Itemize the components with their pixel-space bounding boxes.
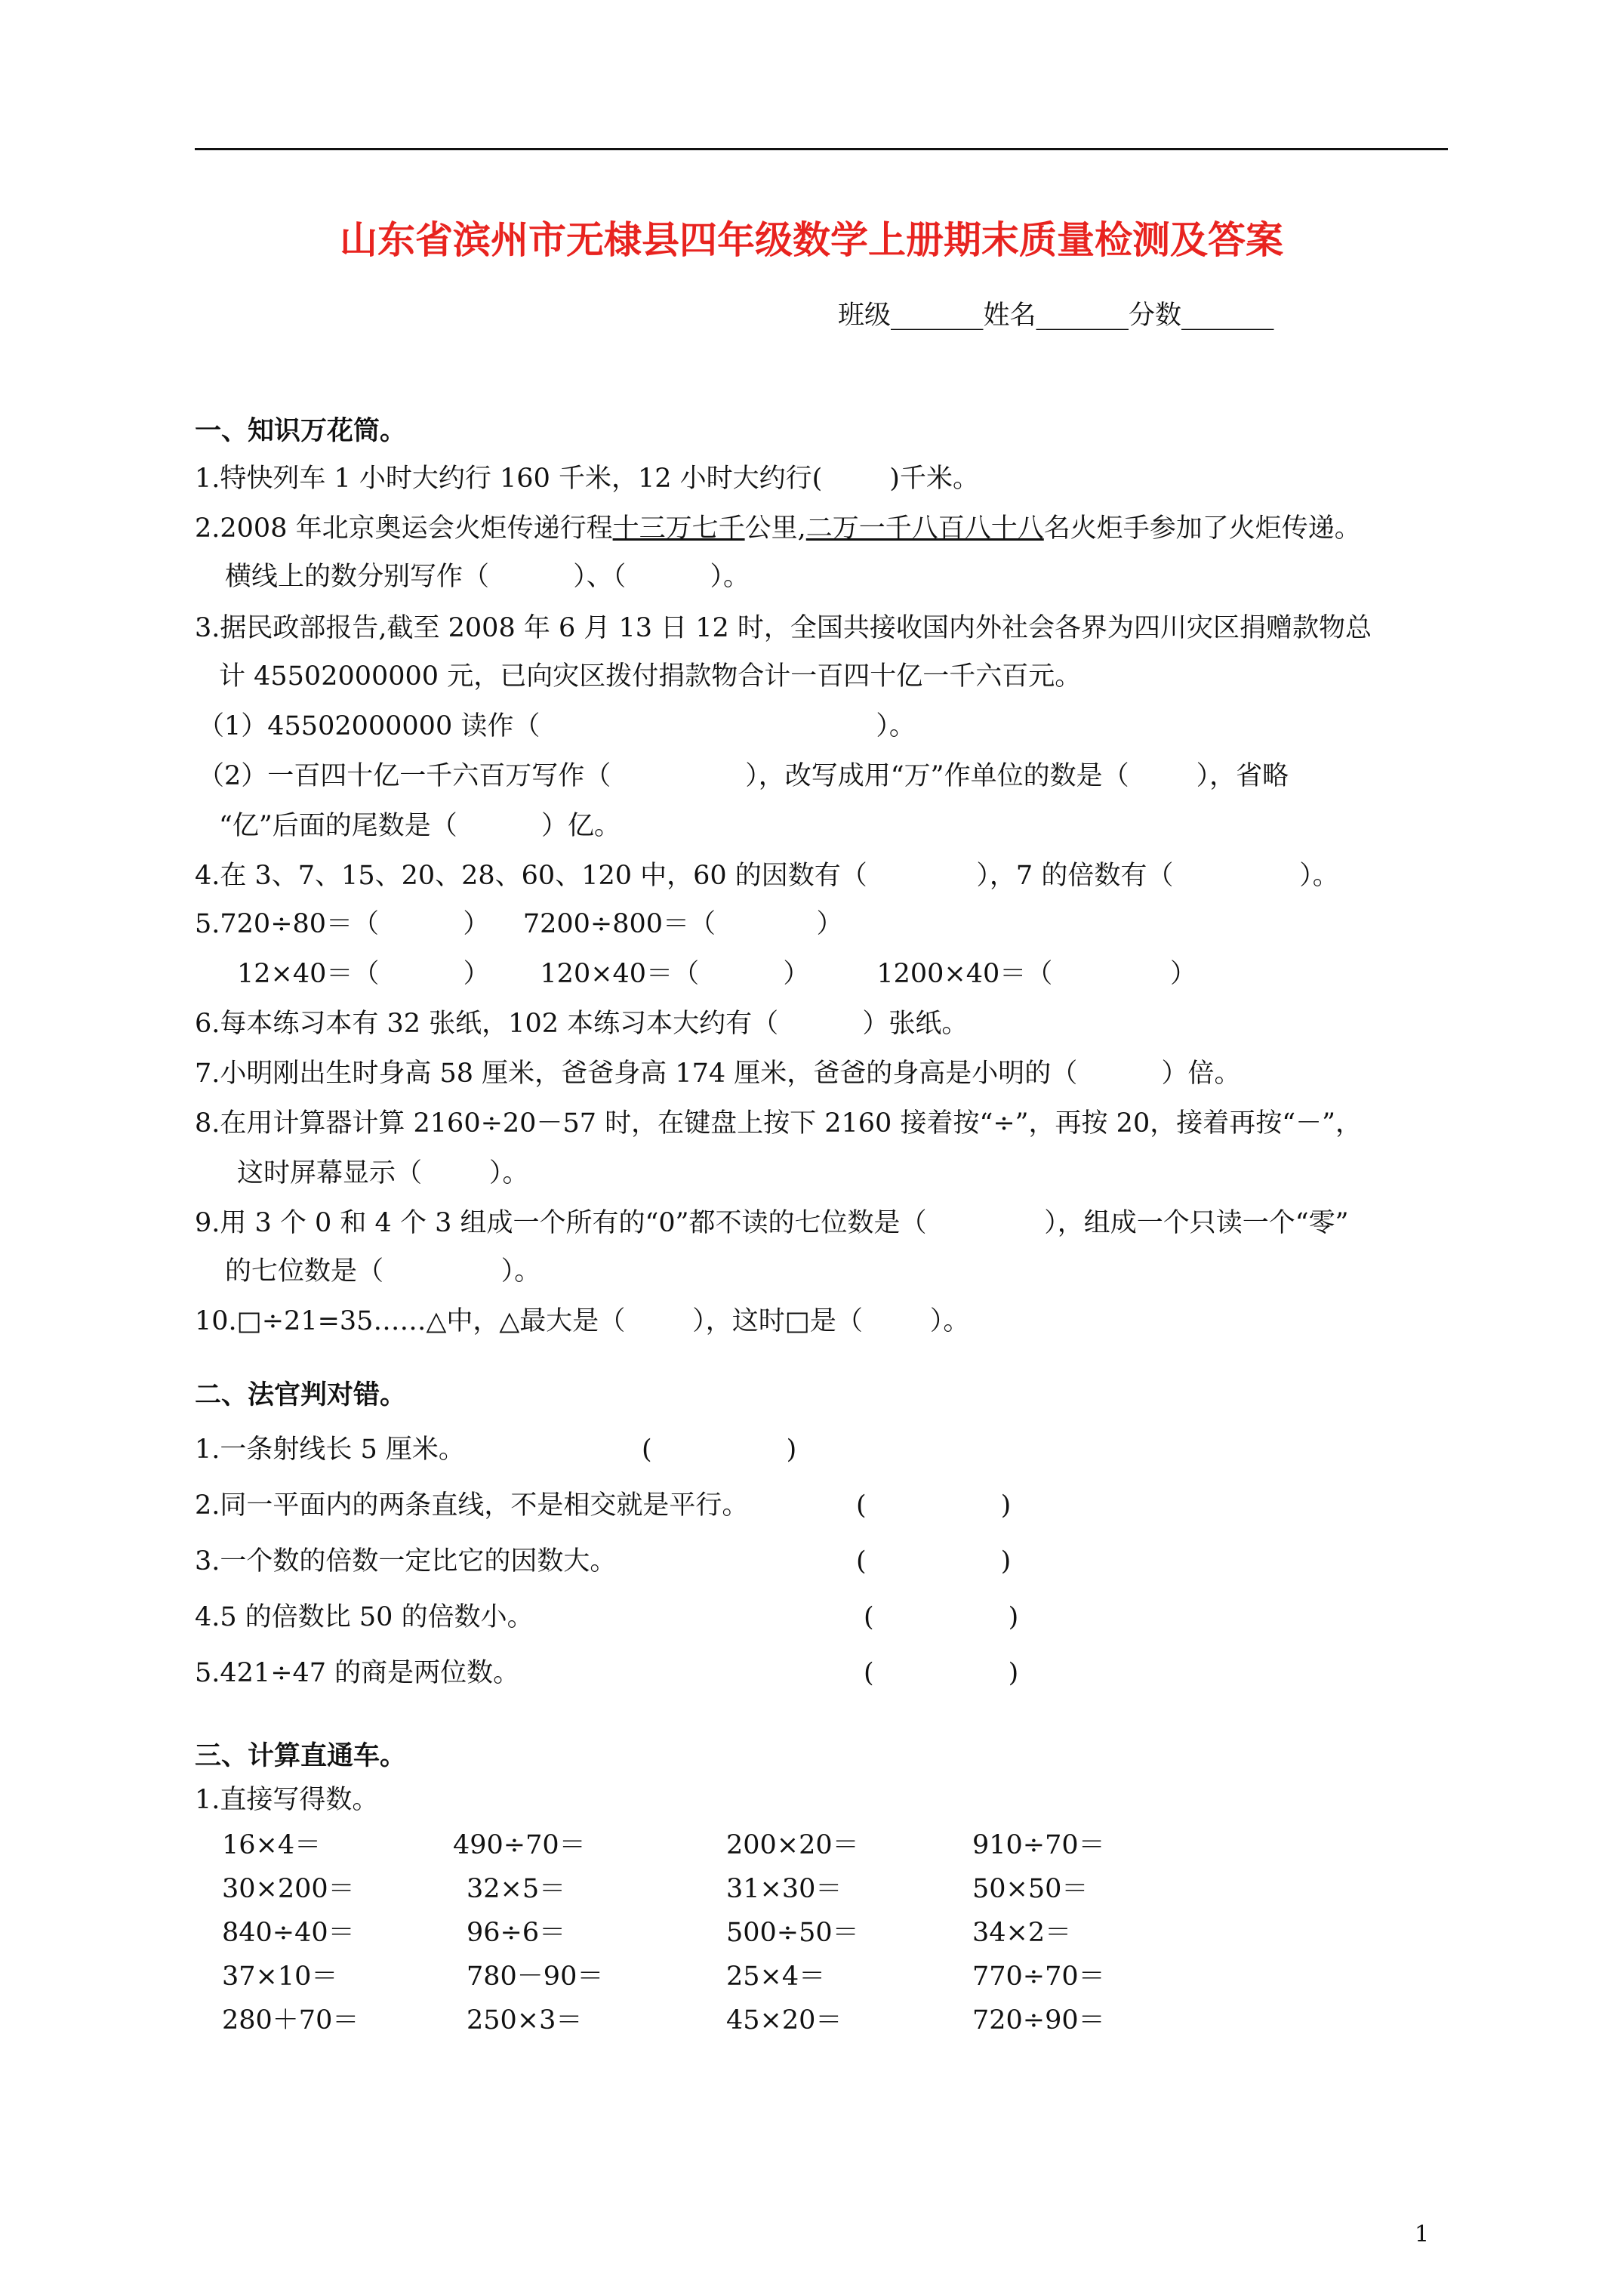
calc-cell: 31×30＝ xyxy=(726,1874,842,1904)
question-1-3-sub-1: （1）45502000000 读作（ ）。 xyxy=(198,711,916,741)
calc-cell: 720÷90＝ xyxy=(972,2005,1105,2036)
student-info-line: 班级_______姓名_______分数_______ xyxy=(838,300,1274,331)
calc-cell: 500÷50＝ xyxy=(726,1918,859,1948)
question-1-8-line-1: 8.在用计算器计算 2160÷20－57 时，在键盘上按下 2160 接着按“÷”，再按 20，接着再按“－”， xyxy=(195,1108,1363,1139)
calc-cell: 37×10＝ xyxy=(222,1962,338,1992)
section-3-heading: 三、计算直通车。 xyxy=(195,1740,407,1771)
calc-cell: 50×50＝ xyxy=(972,1874,1089,1904)
q2-text-c: 名火炬手参加了火炬传递。 xyxy=(1043,513,1361,544)
question-1-3-line-1: 3.据民政部报告,截至 2008 年 6 月 13 日 12 时，全国共接收国内外社会各界为四川灾区捐赠款物总 xyxy=(195,613,1372,643)
question-1-9-line-2: 的七位数是（ ）。 xyxy=(225,1256,541,1287)
section-3-sub-heading: 1.直接写得数。 xyxy=(195,1785,379,1815)
judge-item-5: 5.421÷47 的商是两位数。 xyxy=(195,1658,520,1688)
calc-cell: 490÷70＝ xyxy=(453,1830,586,1860)
question-1-2 xyxy=(195,512,1361,545)
judge-item-1-blank: ( ) xyxy=(642,1435,797,1465)
calc-cell: 840÷40＝ xyxy=(222,1918,355,1948)
page-number: 1 xyxy=(1415,2221,1430,2248)
calc-cell: 16×4＝ xyxy=(222,1830,322,1860)
calc-cell: 32×5＝ xyxy=(467,1874,566,1904)
calc-cell: 30×200＝ xyxy=(222,1874,355,1904)
calc-cell: 780－90＝ xyxy=(467,1962,604,1992)
q2-text-b: 公里, xyxy=(744,513,806,544)
question-1-8-line-2: 这时屏幕显示（ ）。 xyxy=(237,1158,529,1188)
question-1-5-line-1: 5.720÷80＝（ ） 7200÷800＝（ ） xyxy=(195,909,843,939)
section-2-heading: 二、法官判对错。 xyxy=(195,1379,407,1410)
header-rule xyxy=(195,148,1448,150)
calc-cell: 770÷70＝ xyxy=(972,1962,1105,1992)
calc-cell: 25×4＝ xyxy=(726,1962,826,1992)
judge-item-1: 1.一条射线长 5 厘米。 xyxy=(195,1435,465,1465)
calc-cell: 34×2＝ xyxy=(972,1918,1072,1948)
judge-item-3: 3.一个数的倍数一定比它的因数大。 xyxy=(195,1546,617,1576)
calc-cell: 280＋70＝ xyxy=(222,2005,359,2036)
question-1-7: 7.小明刚出生时身高 58 厘米，爸爸身高 174 厘米，爸爸的身高是小明的（ ）倍。 xyxy=(195,1059,1241,1089)
q2-underlined-1: 十三万七千 xyxy=(612,513,745,544)
section-1-heading: 一、知识万花筒。 xyxy=(195,415,407,446)
judge-item-2: 2.同一平面内的两条直线，不是相交就是平行。 xyxy=(195,1490,749,1521)
calc-cell: 910÷70＝ xyxy=(972,1830,1105,1860)
calc-cell: 250×3＝ xyxy=(467,2005,583,2036)
question-1-10: 10.□÷21=35……△中，△最大是（ ），这时□是（ ）。 xyxy=(195,1306,970,1336)
question-1-3-sub-2-line-1: （2）一百四十亿一千六百万写作（ ），改写成用“万”作单位的数是（ ），省略 xyxy=(198,761,1289,791)
question-1-6: 6.每本练习本有 32 张纸，102 本练习本大约有（ ）张纸。 xyxy=(195,1009,969,1039)
judge-item-2-blank: ( ) xyxy=(856,1490,1012,1521)
judge-item-3-blank: ( ) xyxy=(856,1546,1012,1576)
question-1-3-sub-2-line-2: “亿”后面的尾数是（ ）亿。 xyxy=(219,811,621,841)
judge-item-4-blank: ( ) xyxy=(864,1602,1019,1632)
calc-cell: 200×20＝ xyxy=(726,1830,859,1860)
q2-underlined-2: 二万一千八百八十八 xyxy=(805,513,1044,544)
question-1-5-line-2: 12×40＝（ ） 120×40＝（ ） 1200×40＝（ ） xyxy=(237,959,1197,989)
calc-cell: 45×20＝ xyxy=(726,2005,842,2036)
judge-item-4: 4.5 的倍数比 50 的倍数小。 xyxy=(195,1602,534,1632)
q2-text-a: 2.2008 年北京奥运会火炬传递行程 xyxy=(195,513,613,544)
question-1-9-line-1: 9.用 3 个 0 和 4 个 3 组成一个所有的“0”都不读的七位数是（ ），组成一个只读一个“零” xyxy=(195,1208,1349,1238)
question-1-3-line-2: 计 45502000000 元，已向灾区拨付捐款物合计一百四十亿一千六百元。 xyxy=(219,661,1082,692)
question-1-4: 4.在 3、7、15、20、28、60、120 中，60 的因数有（ ），7 的倍数有（ ）。 xyxy=(195,861,1339,891)
question-1-1: 1.特快列车 1 小时大约行 160 千米，12 小时大约行( )千米。 xyxy=(195,464,979,494)
judge-item-5-blank: ( ) xyxy=(864,1658,1019,1688)
question-1-2-line-2: 横线上的数分别写作（ ）、（ ）。 xyxy=(225,562,750,592)
calc-cell: 96÷6＝ xyxy=(467,1918,566,1948)
page-title: 山东省滨州市无棣县四年级数学上册期末质量检测及答案 xyxy=(340,217,1283,262)
